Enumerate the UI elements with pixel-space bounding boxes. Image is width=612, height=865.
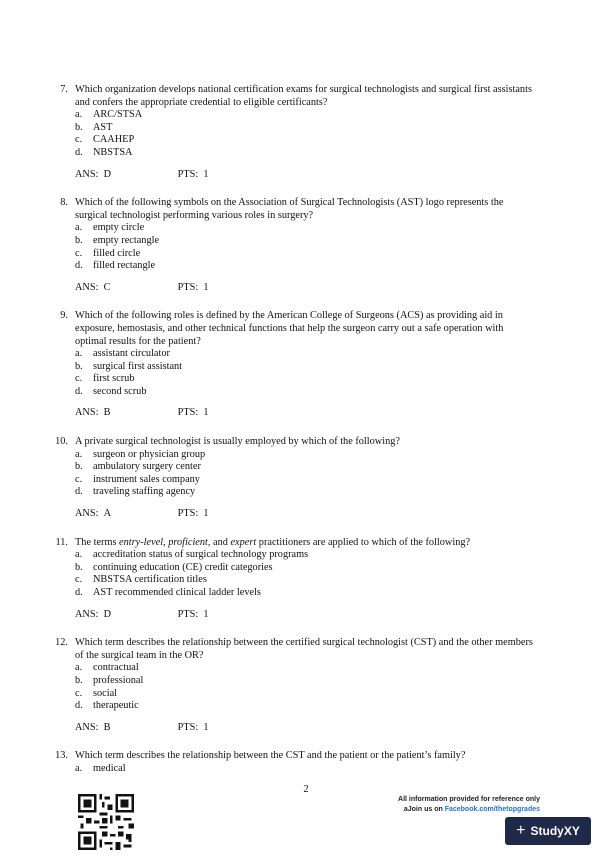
option-text: filled rectangle xyxy=(93,260,156,272)
question-text: Which organization develops national certification exams for surgical technologists and surgical first assistants and confers the appropriate credential to eligible certificants? xyxy=(75,84,532,108)
ans-value: D xyxy=(103,608,112,620)
text-part: , xyxy=(163,536,169,548)
pts-value: 1 xyxy=(203,168,209,180)
option xyxy=(75,386,612,399)
option xyxy=(75,361,612,374)
option-letter: d. xyxy=(75,486,83,498)
question-number: 8. xyxy=(60,197,68,209)
answer-line xyxy=(75,407,612,420)
option-letter: b. xyxy=(75,561,83,573)
ans-value: C xyxy=(103,281,111,293)
question-text xyxy=(75,537,535,550)
question-text: A private surgical technologist is usually employed by which of the following? xyxy=(75,436,400,448)
option-text: filled circle xyxy=(93,247,141,259)
pts-label: PTS: xyxy=(177,407,199,419)
option-letter: a. xyxy=(75,549,83,561)
reference-note: All information provided for reference only xyxy=(398,796,540,803)
option-letter: c. xyxy=(75,247,83,259)
option-letter: a. xyxy=(75,662,83,674)
pts-label: PTS: xyxy=(177,608,199,620)
option xyxy=(75,147,612,160)
option-letter: d. xyxy=(75,587,83,598)
pts-value: 1 xyxy=(203,508,209,520)
option xyxy=(75,474,612,487)
option-text: traveling staffing agency xyxy=(93,486,196,498)
question-13 xyxy=(0,750,612,775)
pts-label: PTS: xyxy=(177,281,199,293)
option xyxy=(75,763,612,776)
option-letter: d. xyxy=(75,385,83,397)
ans-value: B xyxy=(103,721,111,733)
join-prefix: aJoin us on xyxy=(403,806,445,813)
option-letter: a. xyxy=(75,109,83,121)
option xyxy=(75,549,612,562)
pts-value: 1 xyxy=(203,281,209,293)
option-text: second scrub xyxy=(93,385,147,397)
question-text: Which of the following symbols on the Association of Surgical Technologists (AST) logo represents the surgical technologist performing various roles in surgery? xyxy=(75,197,504,221)
option xyxy=(75,675,612,688)
option-text: instrument sales company xyxy=(93,473,200,485)
option-letter: b. xyxy=(75,461,83,473)
option xyxy=(75,122,612,135)
option-letter: c. xyxy=(75,687,83,699)
answer-line xyxy=(75,169,612,182)
ans-label: ANS: xyxy=(75,608,99,620)
option-letter: b. xyxy=(75,674,83,686)
option-text: NBSTSA xyxy=(93,146,133,158)
question-number: 10. xyxy=(55,436,68,448)
question-number: 11. xyxy=(55,536,68,548)
question-12 xyxy=(0,637,612,734)
option xyxy=(75,109,612,122)
question-number: 7. xyxy=(60,84,68,95)
option-letter: d. xyxy=(75,260,83,272)
option-text: empty rectangle xyxy=(93,234,160,246)
question-list xyxy=(0,84,612,776)
footer-info xyxy=(320,795,540,815)
option-letter: c. xyxy=(75,473,83,485)
option xyxy=(75,348,612,361)
pts-label: PTS: xyxy=(177,508,199,520)
option-text: first scrub xyxy=(93,373,135,385)
text-part: practitioners are applied to which of the following? xyxy=(256,536,471,548)
question-number: 13. xyxy=(55,750,68,762)
question-text: Which term describes the relationship between the certified surgical technologist (CST) and the other members of the surgical team in the OR? xyxy=(75,637,533,661)
answer-line xyxy=(75,508,612,521)
ans-value: D xyxy=(103,168,112,180)
option-text: therapeutic xyxy=(93,700,139,712)
question-number: 12. xyxy=(55,637,68,649)
ans-value: A xyxy=(103,508,112,520)
plus-icon: + xyxy=(516,822,526,839)
answer-line xyxy=(75,609,612,622)
question-7 xyxy=(0,84,612,181)
option-letter: a. xyxy=(75,348,83,360)
option-text: empty circle xyxy=(93,222,145,234)
option-text: CAAHEP xyxy=(93,134,135,146)
text-part: The terms xyxy=(75,536,120,548)
option xyxy=(75,449,612,462)
option-letter: d. xyxy=(75,146,83,158)
option-letter: b. xyxy=(75,121,83,133)
option-letter: c. xyxy=(75,574,83,586)
option xyxy=(75,562,612,575)
question-11 xyxy=(0,537,612,622)
italic-term: proficient xyxy=(168,536,208,548)
option xyxy=(75,260,612,273)
option-letter: a. xyxy=(75,762,83,774)
pts-label: PTS: xyxy=(177,168,199,180)
ans-label: ANS: xyxy=(75,281,99,293)
option-text: AST xyxy=(93,121,113,133)
join-line xyxy=(320,805,540,815)
option xyxy=(75,134,612,147)
option-text: assistant circulator xyxy=(93,348,170,360)
option-letter: c. xyxy=(75,373,83,385)
brand-name: StudyXY xyxy=(530,824,580,838)
question-text: Which of the following roles is defined by the American College of Surgeons (ACS) as providing aid in exposure, hemostasis, and other technical functions that help the surgeon carry out a safe operation with optimal results for the patient? xyxy=(75,310,504,347)
answer-line xyxy=(75,722,612,735)
option-text: surgeon or physician group xyxy=(93,448,206,460)
option-text: contractual xyxy=(93,662,139,674)
option xyxy=(75,574,612,587)
option xyxy=(75,587,612,600)
option xyxy=(75,700,612,713)
option-text: professional xyxy=(93,674,144,686)
answer-line xyxy=(75,282,612,295)
ans-label: ANS: xyxy=(75,721,99,733)
option-letter: d. xyxy=(75,700,83,712)
ans-value: B xyxy=(103,407,111,419)
option-text: ARC/STSA xyxy=(93,109,143,121)
option-text: surgical first assistant xyxy=(93,360,183,372)
option-text: medical xyxy=(93,762,126,774)
ans-label: ANS: xyxy=(75,168,99,180)
italic-term: expert xyxy=(230,536,257,548)
option xyxy=(75,235,612,248)
option-letter: c. xyxy=(75,134,83,146)
question-text: Which term describes the relationship between the CST and the patient or the patient’s family? xyxy=(75,750,466,762)
question-number: 9. xyxy=(60,310,68,322)
question-9 xyxy=(0,310,612,420)
question-10 xyxy=(0,436,612,521)
option-text: NBSTSA certification titles xyxy=(93,574,207,586)
question-8 xyxy=(0,197,612,294)
pts-value: 1 xyxy=(203,407,209,419)
option xyxy=(75,688,612,701)
option-text: accreditation status of surgical technology programs xyxy=(93,549,309,561)
qr-code-icon xyxy=(78,794,134,850)
ans-label: ANS: xyxy=(75,508,99,520)
facebook-link[interactable]: Facebook.com/thetopgrades xyxy=(444,806,540,813)
option-text: ambulatory surgery center xyxy=(93,461,201,473)
pts-value: 1 xyxy=(203,721,209,733)
option-letter: b. xyxy=(75,234,83,246)
option-letter: a. xyxy=(75,448,83,460)
option xyxy=(75,461,612,474)
option xyxy=(75,222,612,235)
option-text: AST recommended clinical ladder levels xyxy=(93,587,261,598)
option-letter: a. xyxy=(75,222,83,234)
pts-label: PTS: xyxy=(177,721,199,733)
italic-term: entry-level xyxy=(119,536,164,548)
option-letter: b. xyxy=(75,360,83,372)
option xyxy=(75,486,612,499)
pts-value: 1 xyxy=(203,608,209,620)
studyxy-badge[interactable] xyxy=(505,817,591,845)
option xyxy=(75,248,612,261)
option xyxy=(75,662,612,675)
option xyxy=(75,373,612,386)
page-number: 2 xyxy=(303,784,309,795)
ans-label: ANS: xyxy=(75,407,99,419)
option-text: social xyxy=(93,687,118,699)
text-part: , and xyxy=(207,536,231,548)
option-text: continuing education (CE) credit categories xyxy=(93,561,273,573)
